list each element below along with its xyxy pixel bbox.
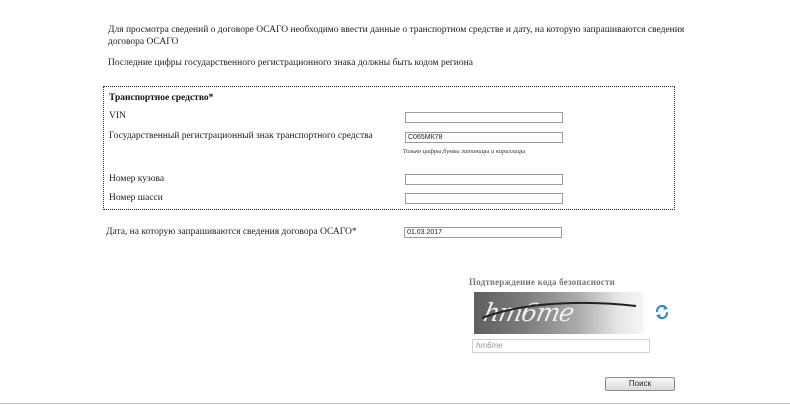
captcha-noise-line xyxy=(474,292,644,334)
refresh-icon[interactable] xyxy=(654,304,670,320)
plate-input[interactable]: С065МК78 xyxy=(405,132,563,143)
captcha-image-text: hm6me xyxy=(480,298,577,327)
captcha-input[interactable]: hm6me xyxy=(472,339,650,353)
vehicle-section-title: Транспортное средство* xyxy=(109,93,214,103)
chassis-number-input[interactable] xyxy=(405,193,563,204)
captcha-title: Подтверждение кода безопасности xyxy=(469,277,615,287)
plate-label: Государственный регистрационный знак транспортного средства xyxy=(109,131,373,141)
chassis-number-label: Номер шасси xyxy=(109,193,163,203)
body-number-label: Номер кузова xyxy=(109,174,165,184)
vin-input[interactable] xyxy=(405,112,563,123)
bottom-divider xyxy=(0,403,790,404)
region-hint: Последние цифры государственного регистрационного знака должны быть кодом региона xyxy=(108,58,473,68)
intro-text: Для просмотра сведений о договоре ОСАГО необходимо ввести данные о транспортном средстве и дату, на которую запрашиваются сведения договора ОСАГО xyxy=(108,25,685,47)
date-input[interactable]: 01.03.2017 xyxy=(404,227,562,238)
vehicle-section xyxy=(103,86,675,210)
captcha-image xyxy=(474,292,644,334)
plate-note: Только цифры,буквы латиницы и кириллицы xyxy=(402,148,526,155)
search-button[interactable]: Поиск xyxy=(605,377,675,391)
body-number-input[interactable] xyxy=(405,174,563,185)
date-label: Дата, на которую запрашиваются сведения договора ОСАГО* xyxy=(106,227,357,237)
vin-label: VIN xyxy=(109,111,126,121)
